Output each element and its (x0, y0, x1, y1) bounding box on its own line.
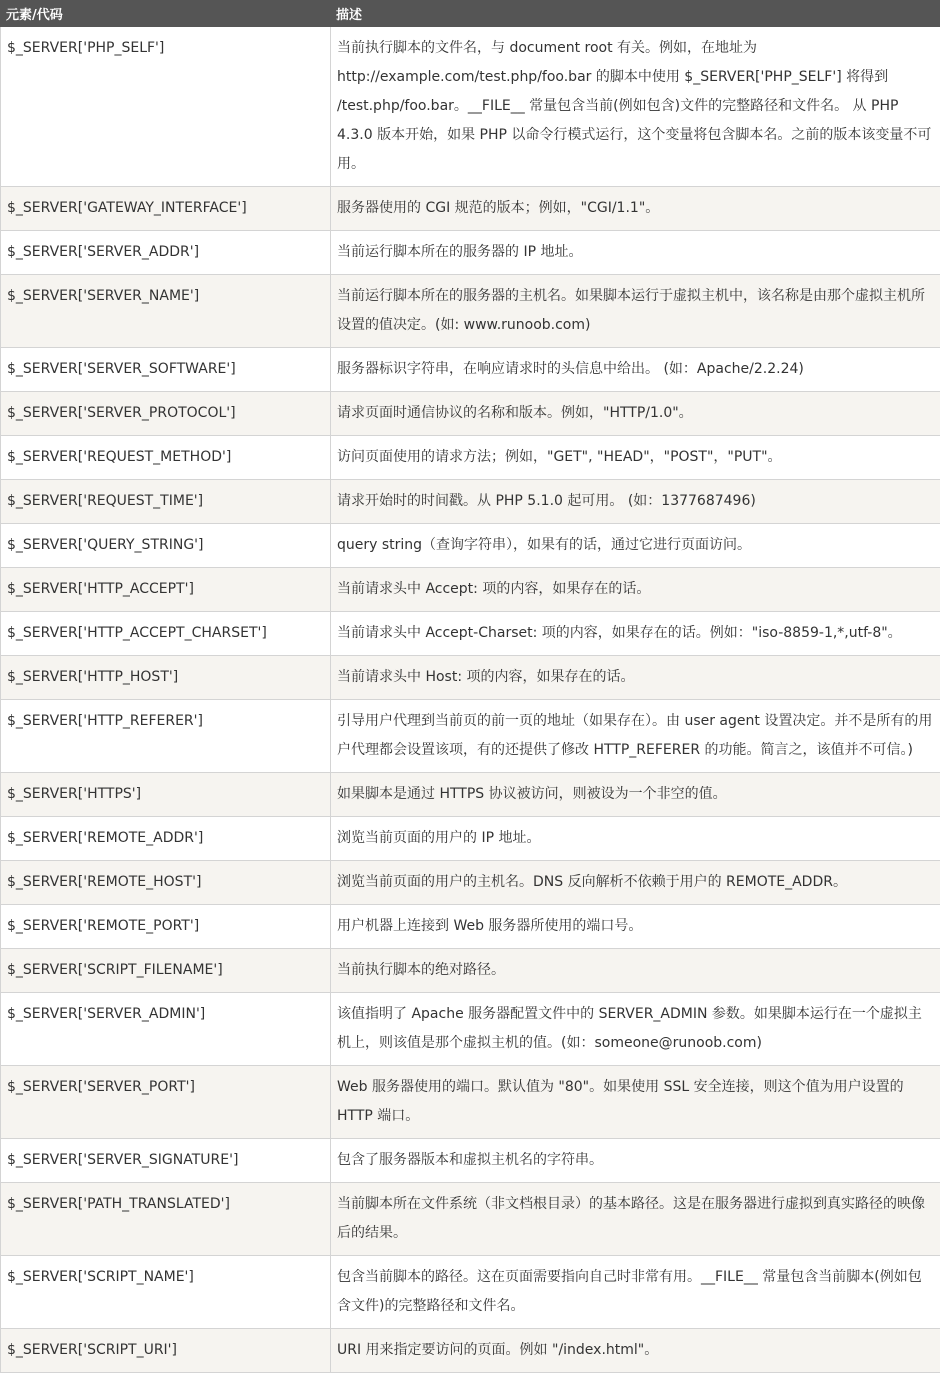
element-code-cell: $_SERVER['PATH_TRANSLATED'] (1, 1183, 331, 1256)
element-code-cell: $_SERVER['HTTP_HOST'] (1, 656, 331, 700)
element-code-cell: $_SERVER['SERVER_SIGNATURE'] (1, 1139, 331, 1183)
table-row (1, 861, 940, 905)
table-row (1, 700, 940, 773)
description-cell: URI 用来指定要访问的页面。例如 "/index.html"。 (331, 1329, 940, 1373)
description-cell: Web 服务器使用的端口。默认值为 "80"。如果使用 SSL 安全连接，则这个值为用户设置的 HTTP 端口。 (331, 1066, 940, 1139)
element-code-cell: $_SERVER['SERVER_PROTOCOL'] (1, 392, 331, 436)
table-row (1, 392, 940, 436)
description-cell: query string（查询字符串），如果有的话，通过它进行页面访问。 (331, 524, 940, 568)
table-row (1, 773, 940, 817)
description-cell: 当前执行脚本的文件名，与 document root 有关。例如，在地址为 http://example.com/test.php/foo.bar 的脚本中使用 $_SERVER['PHP_SELF'] 将得到 /test.php/foo.bar。__FILE__ 常量包含当前(例如包含)文件的完整路径和文件名。 从 PHP 4.3.0 版本开始，如果 PHP 以命令行模式运行，这个变量将包含脚本名。之前的版本该变量不可用。 (331, 27, 940, 187)
element-code-cell: $_SERVER['REQUEST_METHOD'] (1, 436, 331, 480)
element-code-cell: $_SERVER['SCRIPT_URI'] (1, 1329, 331, 1373)
element-code-cell: $_SERVER['SERVER_PORT'] (1, 1066, 331, 1139)
description-cell: 该值指明了 Apache 服务器配置文件中的 SERVER_ADMIN 参数。如果脚本运行在一个虚拟主机上，则该值是那个虚拟主机的值。(如：someone@runoob.com) (331, 993, 940, 1066)
element-code-cell: $_SERVER['PHP_SELF'] (1, 27, 331, 187)
header-description: 描述 (331, 1, 940, 27)
description-cell: 请求开始时的时间戳。从 PHP 5.1.0 起可用。 (如：1377687496) (331, 480, 940, 524)
table-row (1, 1183, 940, 1256)
table-row (1, 905, 940, 949)
table-row (1, 1256, 940, 1329)
header-code: 元素/代码 (1, 1, 331, 27)
element-code-cell: $_SERVER['HTTPS'] (1, 773, 331, 817)
description-cell: 当前请求头中 Accept: 项的内容，如果存在的话。 (331, 568, 940, 612)
description-cell: 当前运行脚本所在的服务器的 IP 地址。 (331, 231, 940, 275)
description-cell: 包含当前脚本的路径。这在页面需要指向自己时非常有用。__FILE__ 常量包含当前脚本(例如包含文件)的完整路径和文件名。 (331, 1256, 940, 1329)
table-row (1, 275, 940, 348)
description-cell: 如果脚本是通过 HTTPS 协议被访问，则被设为一个非空的值。 (331, 773, 940, 817)
description-cell: 服务器使用的 CGI 规范的版本；例如，"CGI/1.1"。 (331, 187, 940, 231)
description-cell: 当前请求头中 Host: 项的内容，如果存在的话。 (331, 656, 940, 700)
element-code-cell: $_SERVER['REMOTE_ADDR'] (1, 817, 331, 861)
element-code-cell: $_SERVER['SCRIPT_NAME'] (1, 1256, 331, 1329)
element-code-cell: $_SERVER['SERVER_NAME'] (1, 275, 331, 348)
table-row (1, 436, 940, 480)
element-code-cell: $_SERVER['REMOTE_HOST'] (1, 861, 331, 905)
table-row (1, 1066, 940, 1139)
table-row (1, 348, 940, 392)
description-cell: 当前执行脚本的绝对路径。 (331, 949, 940, 993)
element-code-cell: $_SERVER['SERVER_ADDR'] (1, 231, 331, 275)
description-cell: 用户机器上连接到 Web 服务器所使用的端口号。 (331, 905, 940, 949)
element-code-cell: $_SERVER['SCRIPT_FILENAME'] (1, 949, 331, 993)
element-code-cell: $_SERVER['HTTP_ACCEPT_CHARSET'] (1, 612, 331, 656)
table-header-row (1, 1, 940, 27)
table-row (1, 187, 940, 231)
element-code-cell: $_SERVER['QUERY_STRING'] (1, 524, 331, 568)
table-row (1, 524, 940, 568)
element-code-cell: $_SERVER['SERVER_SOFTWARE'] (1, 348, 331, 392)
table-row (1, 949, 940, 993)
description-cell: 服务器标识字符串，在响应请求时的头信息中给出。 (如：Apache/2.2.24) (331, 348, 940, 392)
description-cell: 当前请求头中 Accept-Charset: 项的内容，如果存在的话。例如："iso-8859-1,*,utf-8"。 (331, 612, 940, 656)
table-row (1, 231, 940, 275)
table-row (1, 612, 940, 656)
element-code-cell: $_SERVER['GATEWAY_INTERFACE'] (1, 187, 331, 231)
description-cell: 访问页面使用的请求方法；例如，"GET", "HEAD"，"POST"，"PUT"。 (331, 436, 940, 480)
table-body (1, 27, 940, 1373)
element-code-cell: $_SERVER['REQUEST_TIME'] (1, 480, 331, 524)
description-cell: 当前脚本所在文件系统（非文档根目录）的基本路径。这是在服务器进行虚拟到真实路径的映像后的结果。 (331, 1183, 940, 1256)
table-row (1, 480, 940, 524)
description-cell: 请求页面时通信协议的名称和版本。例如，"HTTP/1.0"。 (331, 392, 940, 436)
table-row (1, 817, 940, 861)
table-row (1, 1139, 940, 1183)
description-cell: 浏览当前页面的用户的 IP 地址。 (331, 817, 940, 861)
table-row (1, 568, 940, 612)
description-cell: 浏览当前页面的用户的主机名。DNS 反向解析不依赖于用户的 REMOTE_ADDR。 (331, 861, 940, 905)
element-code-cell: $_SERVER['HTTP_ACCEPT'] (1, 568, 331, 612)
element-code-cell: $_SERVER['SERVER_ADMIN'] (1, 993, 331, 1066)
description-cell: 当前运行脚本所在的服务器的主机名。如果脚本运行于虚拟主机中，该名称是由那个虚拟主机所设置的值决定。(如: www.runoob.com) (331, 275, 940, 348)
table-row (1, 27, 940, 187)
element-code-cell: $_SERVER['REMOTE_PORT'] (1, 905, 331, 949)
table-row (1, 656, 940, 700)
table-row (1, 1329, 940, 1373)
element-code-cell: $_SERVER['HTTP_REFERER'] (1, 700, 331, 773)
description-cell: 引导用户代理到当前页的前一页的地址（如果存在）。由 user agent 设置决定。并不是所有的用户代理都会设置该项，有的还提供了修改 HTTP_REFERER 的功能。简言之，该值并不可信。) (331, 700, 940, 773)
description-cell: 包含了服务器版本和虚拟主机名的字符串。 (331, 1139, 940, 1183)
table-row (1, 993, 940, 1066)
